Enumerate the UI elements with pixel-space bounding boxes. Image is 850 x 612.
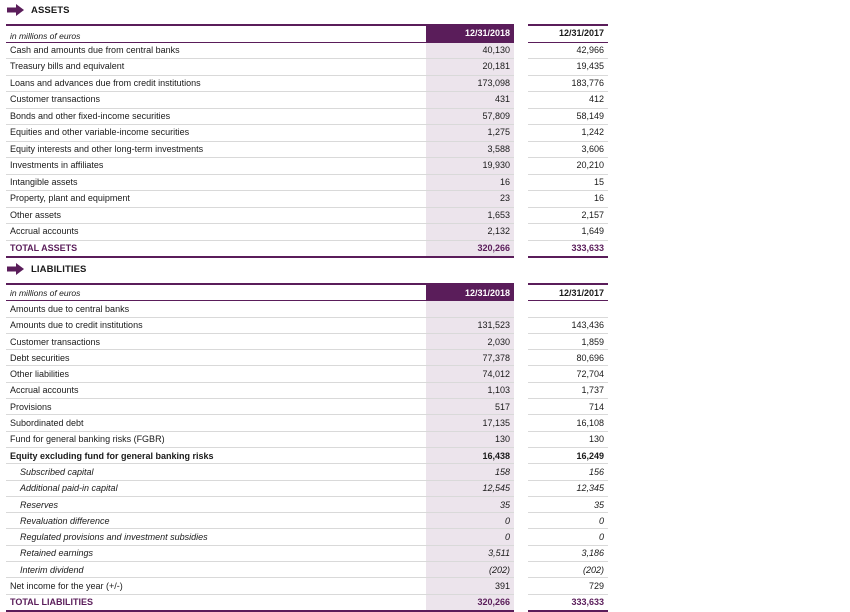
col-header-current: 12/31/2018 (426, 284, 514, 301)
value-current: 173,098 (426, 75, 514, 92)
right-arrow-icon (7, 262, 25, 276)
total-row (6, 594, 608, 611)
table-row (6, 59, 608, 76)
row-label: Other assets (6, 207, 426, 224)
total-prior: 333,633 (528, 594, 608, 611)
value-current: 35 (426, 496, 514, 512)
value-current: 17,135 (426, 415, 514, 431)
table-row (6, 513, 608, 529)
row-label: Amounts due to central banks (6, 301, 426, 317)
value-current: 12,545 (426, 480, 514, 496)
value-prior: 20,210 (528, 158, 608, 175)
table-row (6, 317, 608, 333)
liabilities-table (6, 283, 608, 612)
value-prior: 1,859 (528, 333, 608, 349)
row-label: Equity excluding fund for general banking risks (6, 447, 426, 463)
value-current: 3,588 (426, 141, 514, 158)
value-prior: 42,966 (528, 42, 608, 59)
row-label: Cash and amounts due from central banks (6, 42, 426, 59)
table-row (6, 333, 608, 349)
value-prior: 1,649 (528, 224, 608, 241)
row-label: Bonds and other fixed-income securities (6, 108, 426, 125)
table-row (6, 545, 608, 561)
value-prior: 16,249 (528, 447, 608, 463)
value-current: 3,511 (426, 545, 514, 561)
row-label: Intangible assets (6, 174, 426, 191)
value-current: 2,132 (426, 224, 514, 241)
value-current: 1,653 (426, 207, 514, 224)
row-label: Customer transactions (6, 333, 426, 349)
row-label: Debt securities (6, 350, 426, 366)
value-current: 431 (426, 92, 514, 109)
assets-header-row (6, 25, 608, 42)
table-row (6, 125, 608, 142)
value-current: 391 (426, 578, 514, 594)
value-current: 74,012 (426, 366, 514, 382)
table-row (6, 92, 608, 109)
value-prior: 3,186 (528, 545, 608, 561)
row-label: Customer transactions (6, 92, 426, 109)
value-prior: 80,696 (528, 350, 608, 366)
row-label: Net income for the year (+/-) (6, 578, 426, 594)
table-row (6, 399, 608, 415)
value-prior: 1,737 (528, 382, 608, 398)
row-label: Fund for general banking risks (FGBR) (6, 431, 426, 447)
assets-table (6, 24, 608, 258)
col-header-prior: 12/31/2017 (528, 25, 608, 42)
value-prior: 15 (528, 174, 608, 191)
row-label: Amounts due to credit institutions (6, 317, 426, 333)
total-current: 320,266 (426, 594, 514, 611)
row-label: Subscribed capital (6, 464, 426, 480)
value-prior: 0 (528, 529, 608, 545)
row-label: Regulated provisions and investment subsidies (6, 529, 426, 545)
table-row (6, 480, 608, 496)
table-row (6, 366, 608, 382)
total-label: TOTAL LIABILITIES (6, 594, 426, 611)
value-prior: 143,436 (528, 317, 608, 333)
table-row (6, 42, 608, 59)
table-row (6, 75, 608, 92)
value-prior: 19,435 (528, 59, 608, 76)
row-label: Loans and advances due from credit institutions (6, 75, 426, 92)
table-row (6, 350, 608, 366)
value-prior: 729 (528, 578, 608, 594)
value-prior: 3,606 (528, 141, 608, 158)
row-label: Retained earnings (6, 545, 426, 561)
table-row (6, 578, 608, 594)
col-header-current: 12/31/2018 (426, 25, 514, 42)
table-row (6, 529, 608, 545)
table-row (6, 464, 608, 480)
value-prior: 412 (528, 92, 608, 109)
value-current: 23 (426, 191, 514, 208)
unit-label: in millions of euros (6, 284, 426, 301)
row-label: Other liabilities (6, 366, 426, 382)
value-prior: 16 (528, 191, 608, 208)
value-prior: 714 (528, 399, 608, 415)
row-label: Accrual accounts (6, 224, 426, 241)
table-row (6, 141, 608, 158)
table-row (6, 301, 608, 317)
row-label: Investments in affiliates (6, 158, 426, 175)
total-label: TOTAL ASSETS (6, 240, 426, 257)
value-prior: 16,108 (528, 415, 608, 431)
value-current: 517 (426, 399, 514, 415)
row-label: Equity interests and other long-term investments (6, 141, 426, 158)
row-label: Accrual accounts (6, 382, 426, 398)
value-current: 2,030 (426, 333, 514, 349)
row-label: Interim dividend (6, 562, 426, 578)
table-row (6, 431, 608, 447)
row-label: Subordinated debt (6, 415, 426, 431)
table-row (6, 562, 608, 578)
value-current (426, 301, 514, 317)
table-row (6, 224, 608, 241)
value-current: 1,103 (426, 382, 514, 398)
right-arrow-icon (7, 3, 25, 17)
total-row (6, 240, 608, 257)
value-current: 20,181 (426, 59, 514, 76)
value-current: 77,378 (426, 350, 514, 366)
value-current: (202) (426, 562, 514, 578)
value-prior: 183,776 (528, 75, 608, 92)
table-row (6, 174, 608, 191)
table-row (6, 191, 608, 208)
value-current: 130 (426, 431, 514, 447)
value-prior: 1,242 (528, 125, 608, 142)
table-row (6, 207, 608, 224)
value-current: 16,438 (426, 447, 514, 463)
assets-title: ASSETS (31, 4, 70, 16)
value-prior: 72,704 (528, 366, 608, 382)
row-label: Treasury bills and equivalent (6, 59, 426, 76)
table-row (6, 108, 608, 125)
value-current: 19,930 (426, 158, 514, 175)
value-current: 0 (426, 529, 514, 545)
value-current: 1,275 (426, 125, 514, 142)
assets-section-header (7, 3, 70, 17)
value-current: 57,809 (426, 108, 514, 125)
table-row (6, 496, 608, 512)
value-prior: 2,157 (528, 207, 608, 224)
table-row (6, 447, 608, 463)
row-label: Equities and other variable-income securities (6, 125, 426, 142)
value-prior: 130 (528, 431, 608, 447)
liabilities-header-row (6, 284, 608, 301)
row-label: Property, plant and equipment (6, 191, 426, 208)
table-row (6, 158, 608, 175)
value-prior (528, 301, 608, 317)
unit-label: in millions of euros (6, 25, 426, 42)
liabilities-section-header (7, 262, 86, 276)
value-current: 131,523 (426, 317, 514, 333)
value-prior: 12,345 (528, 480, 608, 496)
value-current: 0 (426, 513, 514, 529)
total-prior: 333,633 (528, 240, 608, 257)
row-label: Reserves (6, 496, 426, 512)
value-prior: 58,149 (528, 108, 608, 125)
value-current: 158 (426, 464, 514, 480)
value-prior: 35 (528, 496, 608, 512)
row-label: Additional paid-in capital (6, 480, 426, 496)
value-current: 40,130 (426, 42, 514, 59)
table-row (6, 415, 608, 431)
value-prior: (202) (528, 562, 608, 578)
row-label: Provisions (6, 399, 426, 415)
table-row (6, 382, 608, 398)
value-prior: 0 (528, 513, 608, 529)
total-current: 320,266 (426, 240, 514, 257)
liabilities-title: LIABILITIES (31, 263, 87, 275)
row-label: Revaluation difference (6, 513, 426, 529)
col-header-prior: 12/31/2017 (528, 284, 608, 301)
value-prior: 156 (528, 464, 608, 480)
value-current: 16 (426, 174, 514, 191)
